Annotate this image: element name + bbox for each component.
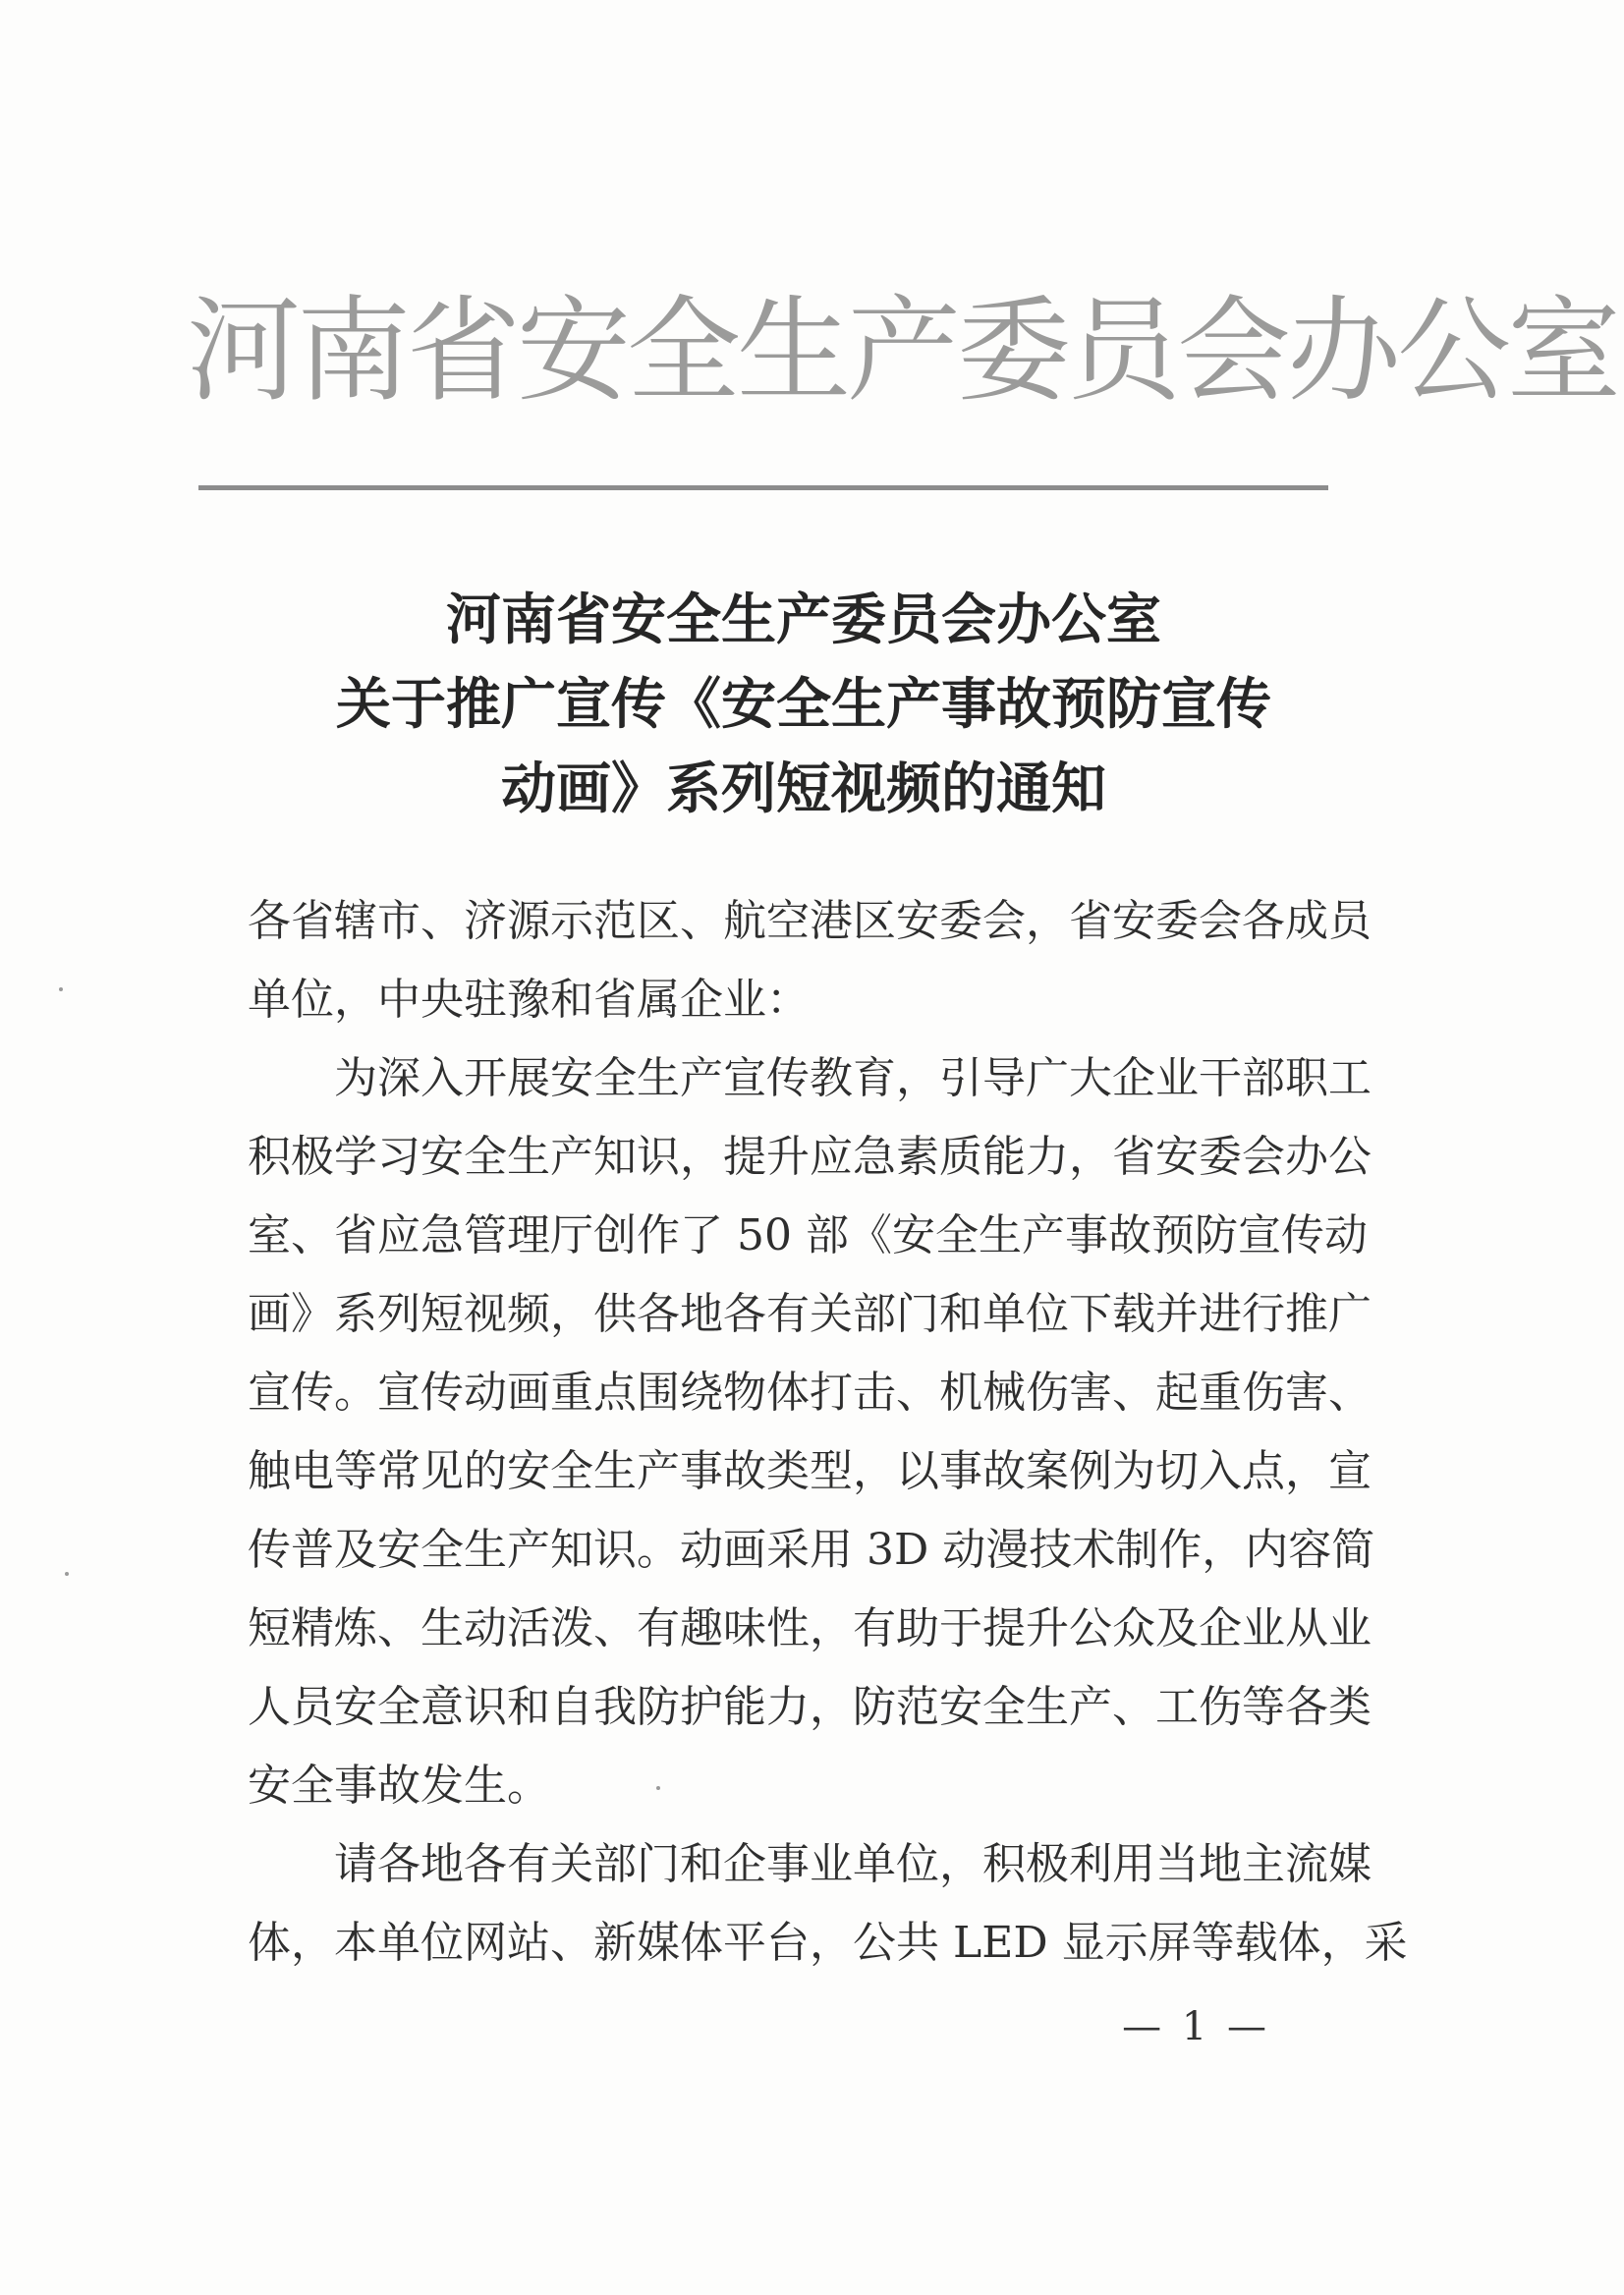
document-body (248, 882, 1408, 1983)
document-title (177, 578, 1430, 831)
scan-speck (59, 987, 63, 991)
letterhead-divider (198, 485, 1328, 490)
paragraph-line: 为深入开展安全生产宣传教育，引导广大企业干部职工 (334, 1053, 1372, 1103)
scan-speck (656, 1786, 660, 1790)
addressee (248, 882, 1372, 1039)
paragraph-line: 安全事故发生。 (248, 1761, 550, 1811)
paragraph-line: 人员安全意识和自我防护能力，防范安全生产、工伤等各类 (248, 1682, 1372, 1732)
addressee-line: 各省辖市、济源示范区、航空港区安委会，省安委会各成员 (248, 896, 1372, 946)
page-number: — 1 — (1122, 2004, 1270, 2049)
paragraph-line: 画》系列短视频，供各地各有关部门和单位下载并进行推广 (248, 1289, 1372, 1339)
paragraph-line: 触电等常见的安全生产事故类型，以事故案例为切入点，宣 (248, 1446, 1372, 1496)
scan-speck (65, 1572, 69, 1576)
paragraph-2 (248, 1825, 1408, 1983)
paragraph-line: 宣传。宣传动画重点围绕物体打击、机械伤害、起重伤害、 (248, 1368, 1372, 1418)
paragraph-line: 室、省应急管理厅创作了 50 部《安全生产事故预防宣传动 (248, 1210, 1368, 1260)
title-line-2: 关于推广宣传《安全生产事故预防宣传 (336, 672, 1271, 737)
paragraph-line: 积极学习安全生产知识，提升应急素质能力，省安委会办公 (248, 1132, 1372, 1182)
letterhead-title: 河南省安全生产委员会办公室 (187, 285, 1617, 418)
paragraph-line: 传普及安全生产知识。动画采用 3D 动漫技术制作，内容简 (248, 1525, 1375, 1575)
paragraph-line: 体，本单位网站、新媒体平台，公共 LED 显示屏等载体，采 (248, 1918, 1408, 1968)
title-line-1: 河南省安全生产委员会办公室 (446, 588, 1161, 652)
addressee-line: 单位，中央驻豫和省属企业： (248, 975, 810, 1025)
paragraph-1 (248, 1039, 1375, 1825)
paragraph-line: 请各地各有关部门和企事业单位，积极利用当地主流媒 (334, 1839, 1372, 1889)
paragraph-line: 短精炼、生动活泼、有趣味性，有助于提升公众及企业从业 (248, 1603, 1372, 1653)
title-line-3: 动画》系列短视频的通知 (501, 756, 1106, 821)
